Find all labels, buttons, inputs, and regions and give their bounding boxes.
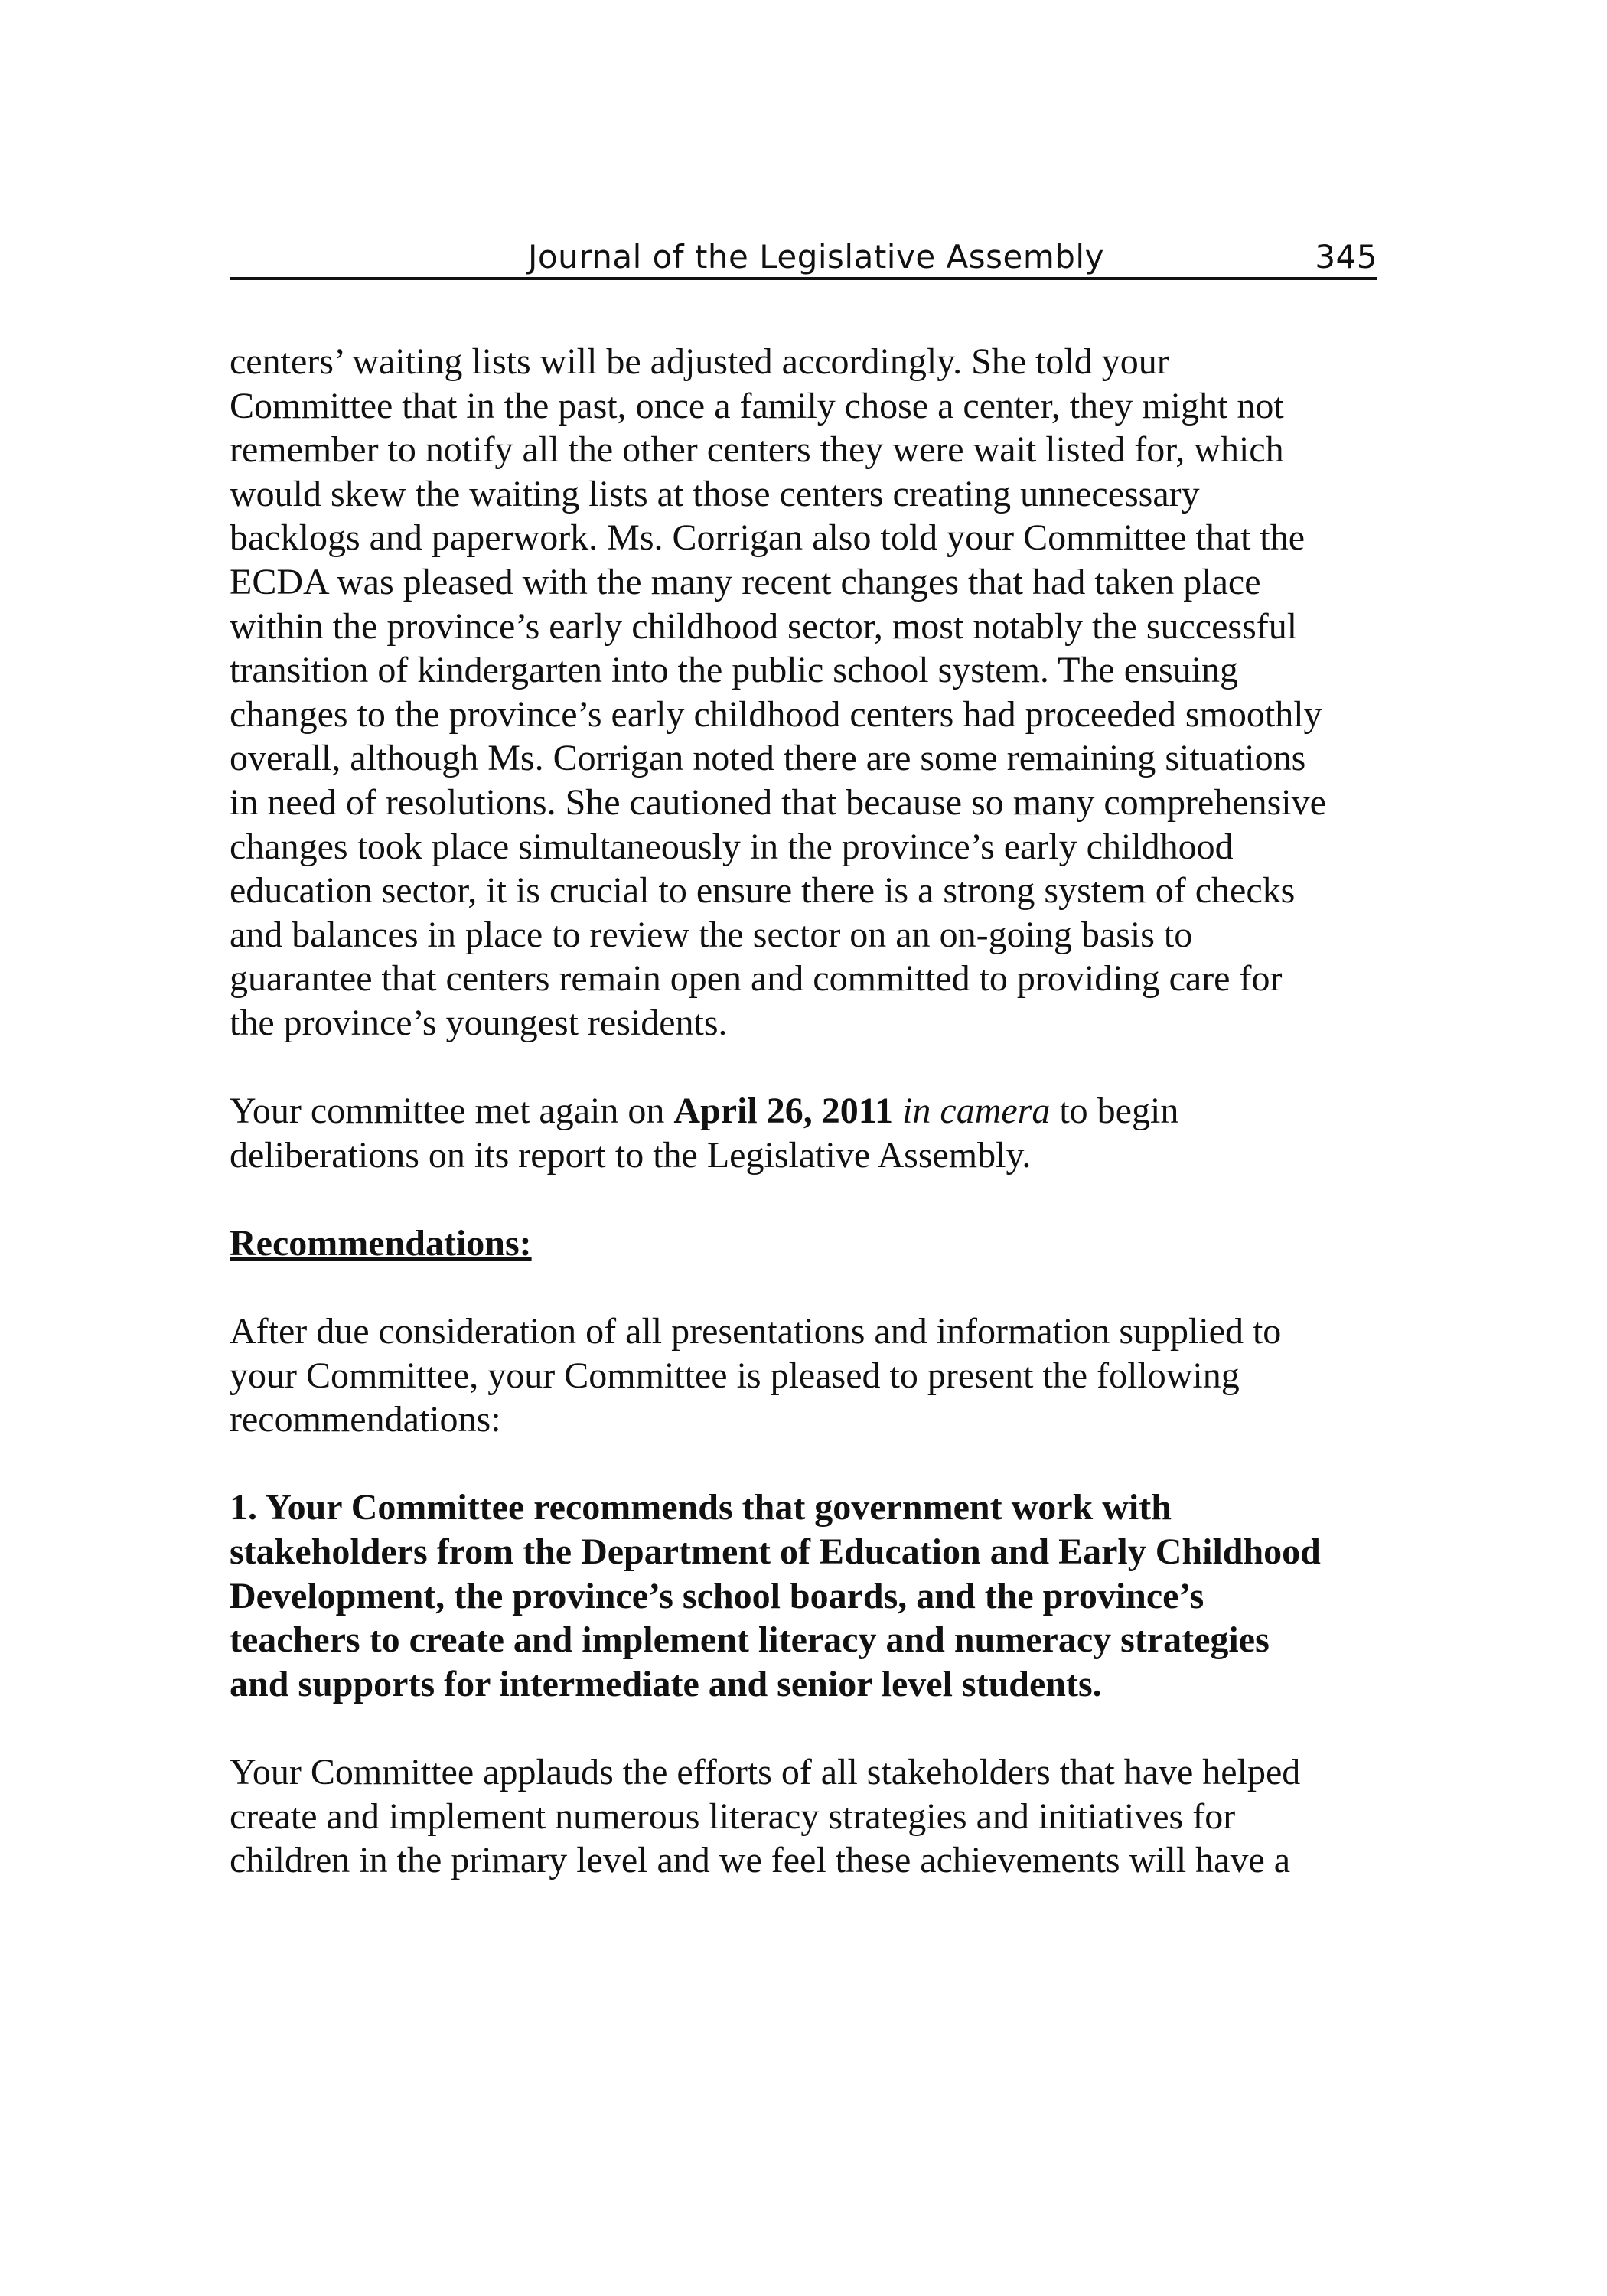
text-line: Your Committee applauds the efforts of all stakeholders that have helped — [230, 1752, 1301, 1792]
text-run: Your committee met again on — [230, 1091, 674, 1132]
text-line: create and implement numerous literacy strategies and initiatives for — [230, 1795, 1236, 1837]
text-line: teachers to create and implement literacy and numeracy strategies — [230, 1619, 1270, 1661]
text-line: 1. Your Committee recommends that government work with — [230, 1487, 1172, 1528]
text-line: transition of kindergarten into the public school system. The ensuing — [230, 650, 1239, 691]
text-line: changes to the province’s early childhood centers had proceeded smoothly — [230, 693, 1322, 735]
text-line: remember to notify all the other centers they were wait listed for, which — [230, 429, 1284, 471]
text-line: would skew the waiting lists at those centers creating unnecessary — [230, 473, 1200, 514]
in-camera-term: in camera — [902, 1091, 1051, 1132]
text-line: deliberations on its report to the Legislative Assembly. — [230, 1134, 1032, 1176]
recommendation-1 — [230, 1486, 1377, 1706]
text-line: backlogs and paperwork. Ms. Corrigan also told your Committee that the — [230, 517, 1305, 559]
text-line: overall, although Ms. Corrigan noted there are some remaining situations — [230, 738, 1306, 779]
text-line: guarantee that centers remain open and committed to providing care for — [230, 958, 1283, 1000]
text-line: and supports for intermediate and senior level students. — [230, 1663, 1102, 1704]
journal-title: Journal of the Legislative Assembly — [528, 238, 1104, 276]
text-line: your Committee, your Committee is pleased to present the following — [230, 1355, 1240, 1396]
text-line: within the province’s early childhood sector, most notably the successful — [230, 605, 1298, 647]
text-line: the province’s youngest residents. — [230, 1002, 728, 1043]
text-line: education sector, it is crucial to ensure there is a strong system of checks — [230, 870, 1296, 912]
paragraph-corrigan-testimony — [230, 340, 1377, 1045]
text-line: in need of resolutions. She cautioned that because so many comprehensive — [230, 781, 1326, 823]
text-line — [230, 1091, 1178, 1131]
document-page — [230, 230, 1377, 1926]
text-run — [893, 1091, 902, 1131]
text-line: stakeholders from the Department of Education and Early Childhood — [230, 1531, 1321, 1573]
paragraph-committee-applauds — [230, 1750, 1377, 1883]
text-run: to begin — [1050, 1091, 1179, 1132]
text-line: Development, the province’s school boards, and the province’s — [230, 1575, 1204, 1616]
paragraph-committee-met — [230, 1089, 1377, 1177]
meeting-date: April 26, 2011 — [673, 1091, 894, 1132]
recommendations-heading: Recommendations: — [230, 1222, 532, 1264]
text-line: ECDA was pleased with the many recent changes that had taken place — [230, 561, 1261, 602]
text-line: After due consideration of all presentations and information supplied to — [230, 1311, 1282, 1352]
text-line: changes took place simultaneously in the province’s early childhood — [230, 826, 1234, 867]
text-line: children in the primary level and we feel these achievements will have a — [230, 1840, 1291, 1881]
running-header — [230, 230, 1377, 280]
text-line: recommendations: — [230, 1399, 501, 1440]
text-line: centers’ waiting lists will be adjusted accordingly. She told your — [230, 341, 1169, 382]
text-line: and balances in place to review the sector on an on-going basis to — [230, 914, 1193, 955]
paragraph-due-consideration — [230, 1309, 1377, 1442]
body-text — [230, 340, 1377, 1883]
page-number: 345 — [1315, 238, 1377, 276]
text-line: Committee that in the past, once a family chose a center, they might not — [230, 385, 1284, 426]
